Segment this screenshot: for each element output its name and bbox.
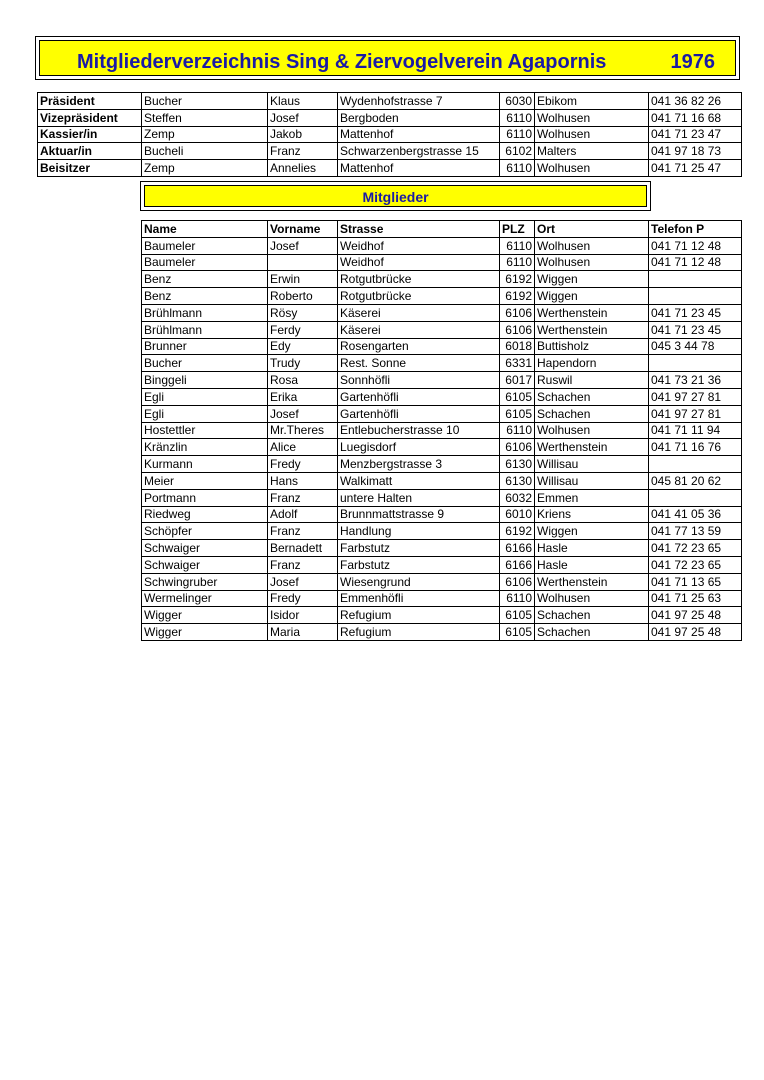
vorname-cell: Franz [268,523,338,540]
ort-cell: Buttisholz [535,338,649,355]
plz-cell: 6017 [500,372,535,389]
ort-cell: Schachen [535,388,649,405]
strasse-cell: Emmenhöfli [338,590,500,607]
role-cell: Kassier/in [38,126,142,143]
name-cell: Schwingruber [142,573,268,590]
name-cell: Steffen [142,109,268,126]
header-strasse: Strasse [338,221,500,238]
name-cell: Bucher [142,93,268,110]
ort-cell: Werthenstein [535,304,649,321]
name-cell: Bucheli [142,143,268,160]
board-row [38,160,742,177]
telefon-cell: 041 41 05 36 [649,506,742,523]
ort-cell: Kriens [535,506,649,523]
name-cell: Schwaiger [142,540,268,557]
strasse-cell: Schwarzenbergstrasse 15 [338,143,500,160]
name-cell: Baumeler [142,254,268,271]
ort-cell: Wiggen [535,523,649,540]
strasse-cell: Handlung [338,523,500,540]
plz-cell: 6331 [500,355,535,372]
name-cell: Portmann [142,489,268,506]
ort-cell: Werthenstein [535,573,649,590]
strasse-cell: Gartenhöfli [338,405,500,422]
strasse-cell: Walkimatt [338,472,500,489]
telefon-cell: 041 97 18 73 [649,143,742,160]
plz-cell: 6010 [500,506,535,523]
name-cell: Riedweg [142,506,268,523]
telefon-cell: 041 71 12 48 [649,254,742,271]
vorname-cell: Franz [268,143,338,160]
vorname-cell: Roberto [268,288,338,305]
telefon-cell [649,288,742,305]
plz-cell: 6105 [500,624,535,641]
role-cell: Vizepräsident [38,109,142,126]
strasse-cell: Weidhof [338,254,500,271]
telefon-cell: 041 97 27 81 [649,388,742,405]
member-row [142,439,742,456]
plz-cell: 6102 [500,143,535,160]
plz-cell: 6130 [500,456,535,473]
member-row [142,523,742,540]
telefon-cell [649,355,742,372]
vorname-cell: Hans [268,472,338,489]
member-row [142,489,742,506]
strasse-cell: Bergboden [338,109,500,126]
name-cell: Wermelinger [142,590,268,607]
telefon-cell: 041 97 27 81 [649,405,742,422]
ort-cell: Malters [535,143,649,160]
name-cell: Binggeli [142,372,268,389]
name-cell: Kränzlin [142,439,268,456]
name-cell: Egli [142,388,268,405]
header-vorname: Vorname [268,221,338,238]
strasse-cell: Käserei [338,304,500,321]
telefon-cell: 041 73 21 36 [649,372,742,389]
vorname-cell: Erwin [268,271,338,288]
plz-cell: 6110 [500,422,535,439]
title-banner-fill [39,40,736,76]
telefon-cell: 041 72 23 65 [649,556,742,573]
strasse-cell: Wydenhofstrasse 7 [338,93,500,110]
member-row [142,321,742,338]
board-row [38,109,742,126]
member-row [142,590,742,607]
plz-cell: 6110 [500,237,535,254]
name-cell: Baumeler [142,237,268,254]
member-row [142,372,742,389]
plz-cell: 6192 [500,523,535,540]
ort-cell: Schachen [535,607,649,624]
telefon-cell: 041 71 12 48 [649,237,742,254]
strasse-cell: Wiesengrund [338,573,500,590]
telefon-cell: 041 71 11 94 [649,422,742,439]
vorname-cell: Edy [268,338,338,355]
telefon-cell: 041 71 13 65 [649,573,742,590]
ort-cell: Wolhusen [535,254,649,271]
section-banner-fill [144,185,647,207]
strasse-cell: Sonnhöfli [338,372,500,389]
ort-cell: Willisau [535,456,649,473]
vorname-cell [268,254,338,271]
member-row [142,456,742,473]
vorname-cell: Franz [268,556,338,573]
telefon-cell: 041 71 23 45 [649,321,742,338]
member-row [142,624,742,641]
vorname-cell: Isidor [268,607,338,624]
name-cell: Zemp [142,126,268,143]
vorname-cell: Klaus [268,93,338,110]
plz-cell: 6106 [500,304,535,321]
plz-cell: 6105 [500,607,535,624]
ort-cell: Werthenstein [535,321,649,338]
vorname-cell: Bernadett [268,540,338,557]
plz-cell: 6110 [500,254,535,271]
vorname-cell: Fredy [268,456,338,473]
ort-cell: Werthenstein [535,439,649,456]
vorname-cell: Josef [268,573,338,590]
name-cell: Brunner [142,338,268,355]
vorname-cell: Fredy [268,590,338,607]
plz-cell: 6018 [500,338,535,355]
strasse-cell: Käserei [338,321,500,338]
ort-cell: Hasle [535,540,649,557]
vorname-cell: Franz [268,489,338,506]
plz-cell: 6192 [500,271,535,288]
vorname-cell: Erika [268,388,338,405]
member-row [142,271,742,288]
header-ort: Ort [535,221,649,238]
ort-cell: Wolhusen [535,237,649,254]
title-year: 1976 [670,51,715,73]
plz-cell: 6030 [500,93,535,110]
section-banner [140,181,651,211]
member-row [142,288,742,305]
telefon-cell: 041 71 25 63 [649,590,742,607]
board-table [37,92,742,177]
name-cell: Brühlmann [142,304,268,321]
header-telefon: Telefon P [649,221,742,238]
name-cell: Schöpfer [142,523,268,540]
plz-cell: 6105 [500,405,535,422]
board-row [38,143,742,160]
ort-cell: Ruswil [535,372,649,389]
board-row [38,126,742,143]
vorname-cell: Rosa [268,372,338,389]
member-row [142,573,742,590]
ort-cell: Hapendorn [535,355,649,372]
role-cell: Präsident [38,93,142,110]
ort-cell: Wiggen [535,271,649,288]
name-cell: Brühlmann [142,321,268,338]
vorname-cell: Rösy [268,304,338,321]
strasse-cell: Rotgutbrücke [338,271,500,288]
strasse-cell: Mattenhof [338,160,500,177]
strasse-cell: Menzbergstrasse 3 [338,456,500,473]
name-cell: Kurmann [142,456,268,473]
telefon-cell: 041 97 25 48 [649,624,742,641]
name-cell: Wigger [142,624,268,641]
ort-cell: Schachen [535,405,649,422]
vorname-cell: Adolf [268,506,338,523]
ort-cell: Wiggen [535,288,649,305]
role-cell: Beisitzer [38,160,142,177]
role-cell: Aktuar/in [38,143,142,160]
strasse-cell: Farbstutz [338,540,500,557]
member-row [142,338,742,355]
member-row [142,254,742,271]
header-plz: PLZ [500,221,535,238]
ort-cell: Wolhusen [535,126,649,143]
member-row [142,304,742,321]
member-row [142,540,742,557]
vorname-cell: Annelies [268,160,338,177]
section-title: Mitglieder [362,189,429,205]
strasse-cell: Refugium [338,624,500,641]
strasse-cell: Rosengarten [338,338,500,355]
ort-cell: Hasle [535,556,649,573]
member-row [142,237,742,254]
member-row [142,422,742,439]
strasse-cell: Refugium [338,607,500,624]
strasse-cell: Brunnmattstrasse 9 [338,506,500,523]
name-cell: Benz [142,271,268,288]
strasse-cell: Luegisdorf [338,439,500,456]
telefon-cell: 041 97 25 48 [649,607,742,624]
ort-cell: Schachen [535,624,649,641]
ort-cell: Willisau [535,472,649,489]
telefon-cell [649,456,742,473]
header-name: Name [142,221,268,238]
telefon-cell: 045 81 20 62 [649,472,742,489]
telefon-cell [649,271,742,288]
strasse-cell: Entlebucherstrasse 10 [338,422,500,439]
members-table [141,220,742,641]
member-row [142,607,742,624]
plz-cell: 6110 [500,126,535,143]
ort-cell: Wolhusen [535,422,649,439]
name-cell: Wigger [142,607,268,624]
vorname-cell: Trudy [268,355,338,372]
member-row [142,405,742,422]
plz-cell: 6105 [500,388,535,405]
ort-cell: Wolhusen [535,590,649,607]
member-row [142,506,742,523]
vorname-cell: Josef [268,109,338,126]
page-title: Mitgliederverzeichnis Sing & Ziervogelverein Agapornis [77,51,607,73]
ort-cell: Ebikom [535,93,649,110]
member-row [142,556,742,573]
plz-cell: 6032 [500,489,535,506]
plz-cell: 6192 [500,288,535,305]
strasse-cell: Farbstutz [338,556,500,573]
telefon-cell: 041 71 25 47 [649,160,742,177]
plz-cell: 6166 [500,556,535,573]
strasse-cell: untere Halten [338,489,500,506]
plz-cell: 6166 [500,540,535,557]
vorname-cell: Josef [268,405,338,422]
ort-cell: Wolhusen [535,160,649,177]
vorname-cell: Jakob [268,126,338,143]
vorname-cell: Maria [268,624,338,641]
member-row [142,388,742,405]
plz-cell: 6110 [500,160,535,177]
strasse-cell: Gartenhöfli [338,388,500,405]
title-banner [35,36,740,80]
name-cell: Egli [142,405,268,422]
ort-cell: Wolhusen [535,109,649,126]
strasse-cell: Rest. Sonne [338,355,500,372]
telefon-cell: 041 77 13 59 [649,523,742,540]
telefon-cell [649,489,742,506]
name-cell: Benz [142,288,268,305]
telefon-cell: 041 36 82 26 [649,93,742,110]
ort-cell: Emmen [535,489,649,506]
strasse-cell: Weidhof [338,237,500,254]
telefon-cell: 041 71 23 47 [649,126,742,143]
telefon-cell: 041 71 16 76 [649,439,742,456]
name-cell: Meier [142,472,268,489]
plz-cell: 6130 [500,472,535,489]
members-header-row [142,221,742,238]
plz-cell: 6110 [500,590,535,607]
strasse-cell: Rotgutbrücke [338,288,500,305]
name-cell: Bucher [142,355,268,372]
telefon-cell: 041 71 23 45 [649,304,742,321]
plz-cell: 6110 [500,109,535,126]
plz-cell: 6106 [500,321,535,338]
plz-cell: 6106 [500,439,535,456]
telefon-cell: 045 3 44 78 [649,338,742,355]
telefon-cell: 041 71 16 68 [649,109,742,126]
telefon-cell: 041 72 23 65 [649,540,742,557]
plz-cell: 6106 [500,573,535,590]
vorname-cell: Josef [268,237,338,254]
name-cell: Hostettler [142,422,268,439]
name-cell: Schwaiger [142,556,268,573]
name-cell: Zemp [142,160,268,177]
member-row [142,472,742,489]
member-row [142,355,742,372]
vorname-cell: Ferdy [268,321,338,338]
vorname-cell: Mr.Theres [268,422,338,439]
strasse-cell: Mattenhof [338,126,500,143]
board-row [38,93,742,110]
vorname-cell: Alice [268,439,338,456]
